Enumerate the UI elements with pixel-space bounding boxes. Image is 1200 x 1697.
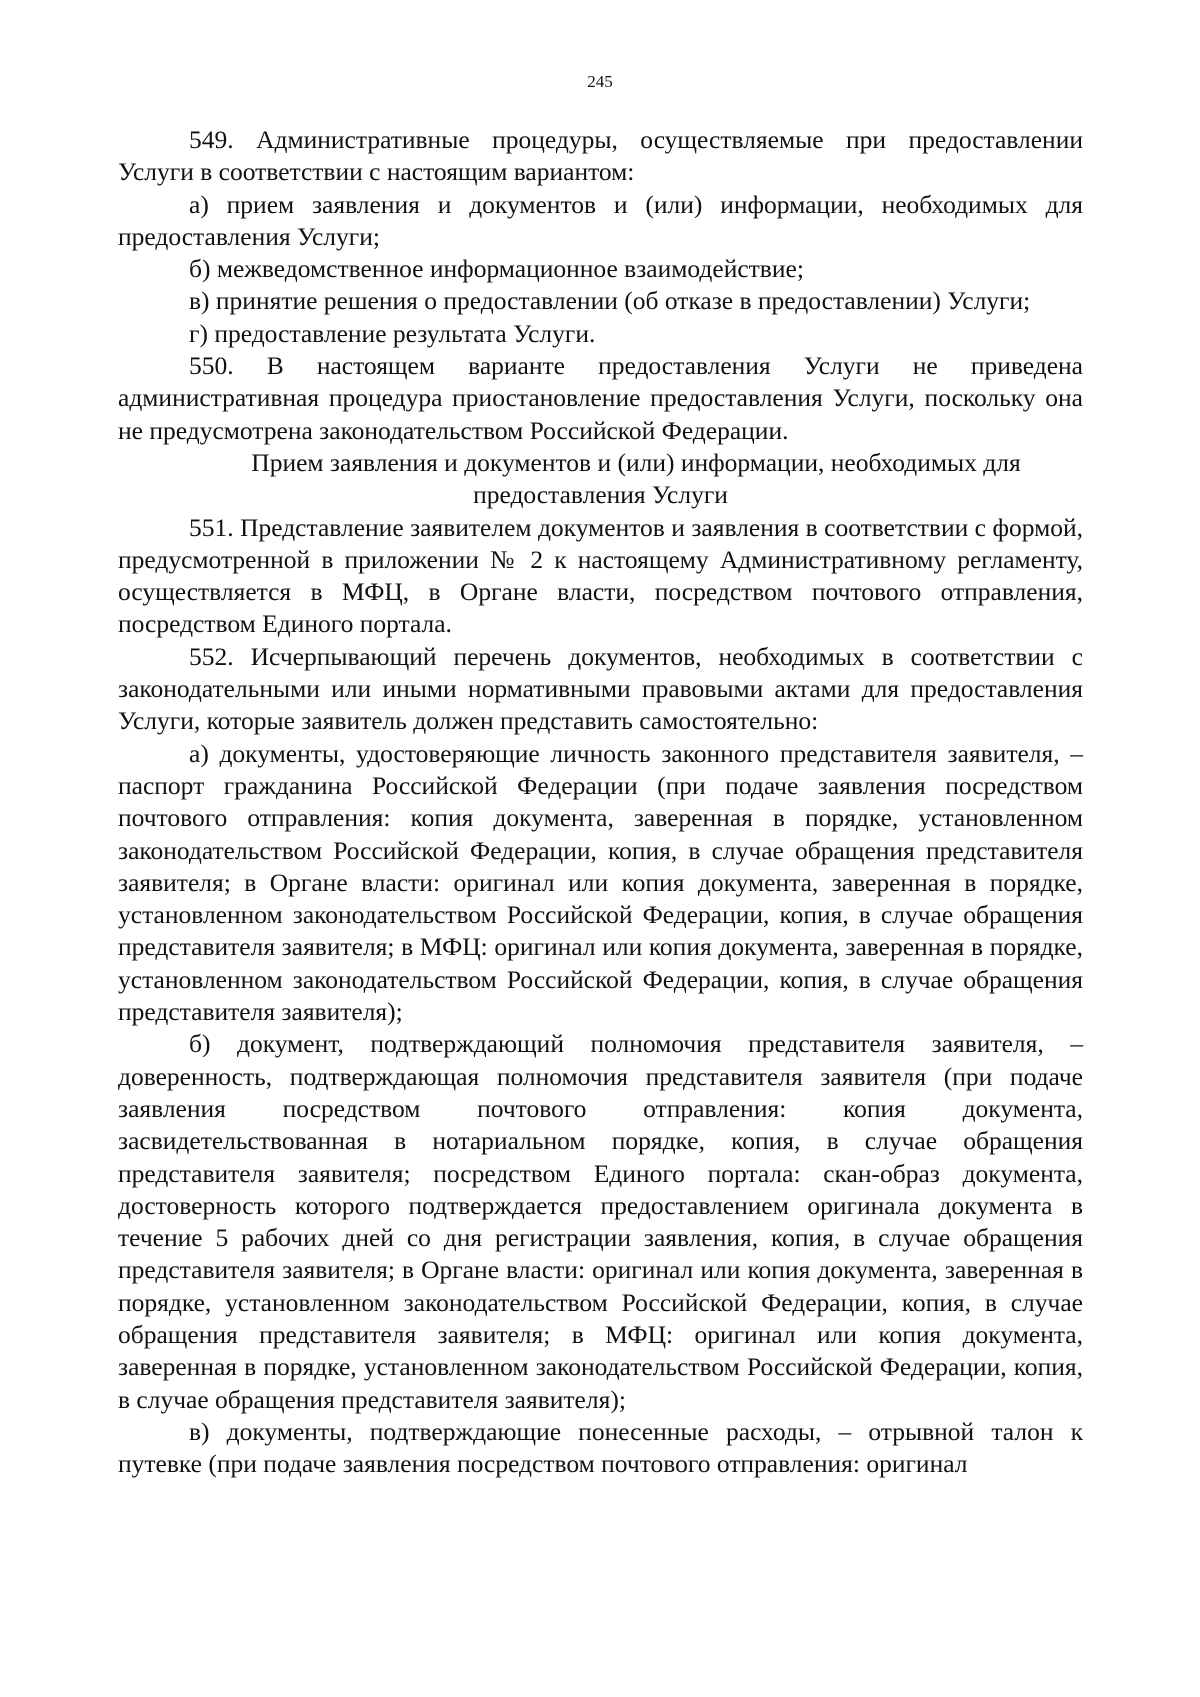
list-item-549-v: в) принятие решения о предоставлении (об отказе в предоставлении) Услуги;	[189, 286, 1031, 316]
paragraph-549-intro: 549. Административные процедуры, осуществляемые при предоставлении Услуги в соответствии с настоящим вариантом:	[118, 125, 1083, 187]
list-item-549-b: б) межведомственное информационное взаимодействие;	[189, 254, 804, 284]
list-item-552-v: в) документы, подтверждающие понесенные расходы, – отрывной талон к путевке (при подаче заявления посредством почтового отправления: оригинал	[118, 1416, 1083, 1479]
paragraph-552-intro: 552. Исчерпывающий перечень документов, необходимых в соответствии с законодательными или иными нормативными правовыми актами для предоставления Услуги, которые заявитель должен представить самостоятельно:	[118, 641, 1083, 736]
list-item-552-b: б) документ, подтверждающий полномочия представителя заявителя, – доверенность, подтверждающая полномочия представителя заявителя (при подаче заявления посредством почтового отправления: копия документа, засвидетельствованная в нотариальном порядке, копия, в случае обращения представителя заявителя; посредством Единого портала: скан-образ документа, достоверность которого подтверждается предоставлением оригинала документа в течение 5 рабочих дней со дня регистрации заявления, копия, в случае обращения представителя заявителя; в Органе власти: оригинал или копия документа, заверенная в порядке, установленном законодательством Российской Федерации, копия, в случае обращения представителя заявителя; в МФЦ: оригинал или копия документа, заверенная в порядке, установленном законодательством Российской Федерации, копия, в случае обращения представителя заявителя);	[118, 1029, 1083, 1414]
list-item-549-g: г) предоставление результата Услуги.	[189, 318, 596, 348]
list-item-552-a: а) документы, удостоверяющие личность законного представителя заявителя, – паспорт гражданина Российской Федерации (при подаче заявления посредством почтового отправления: копия документа, заверенная в порядке, установленном законодательством Российской Федерации, копия, в случае обращения представителя заявителя; в Органе власти: оригинал или копия документа, заверенная в порядке, установленном законодательством Российской Федерации, копия, в случае обращения представителя заявителя; в МФЦ: оригинал или копия документа, заверенная в порядке, установленном законодательством Российской Федерации, копия, в случае обращения представителя заявителя);	[118, 738, 1083, 1027]
page-number: 245	[587, 72, 613, 91]
list-item-549-a: а) прием заявления и документов и (или) информации, необходимых для предоставления Услуги;	[118, 189, 1083, 251]
document-body	[118, 124, 1083, 1480]
paragraph-550: 550. В настоящем варианте предоставления Услуги не приведена административная процедура приостановление предоставления Услуги, поскольку она не предусмотрена законодательством Российской Федерации.	[118, 351, 1083, 445]
section-heading: Прием заявления и документов и (или) информации, необходимых для предоставления Услуги	[251, 447, 1021, 510]
paragraph-551: 551. Представление заявителем документов и заявления в соответствии с формой, предусмотренной в приложении № 2 к настоящему Административному регламенту, осуществляется в МФЦ, в Органе власти, посредством почтового отправления, посредством Единого портала.	[118, 512, 1083, 639]
